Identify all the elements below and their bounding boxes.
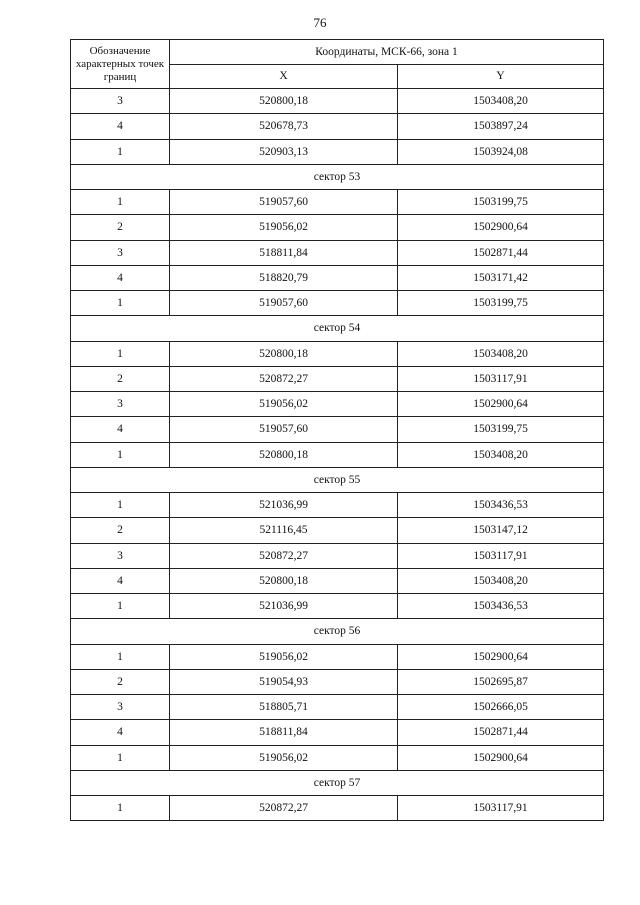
x-coordinate-cell: 519054,93	[170, 669, 398, 694]
table-row	[71, 493, 604, 518]
y-coordinate-cell: 1503408,20	[398, 89, 604, 114]
y-coordinate-cell: 1503117,91	[398, 366, 604, 391]
y-coordinate-cell: 1503117,91	[398, 796, 604, 821]
x-coordinate-cell: 521036,99	[170, 594, 398, 619]
table-row	[71, 341, 604, 366]
y-coordinate-cell: 1502871,44	[398, 240, 604, 265]
table-row	[71, 392, 604, 417]
y-coordinate-cell: 1503199,75	[398, 291, 604, 316]
y-coordinate-cell: 1502666,05	[398, 695, 604, 720]
point-number-cell: 3	[71, 240, 170, 265]
x-coordinate-cell: 520872,27	[170, 366, 398, 391]
table-row	[71, 568, 604, 593]
y-coordinate-cell: 1502900,64	[398, 644, 604, 669]
y-coordinate-cell: 1503436,53	[398, 493, 604, 518]
y-coordinate-cell: 1503171,42	[398, 265, 604, 290]
point-number-cell: 1	[71, 190, 170, 215]
table-row	[71, 745, 604, 770]
table-row	[71, 89, 604, 114]
point-number-cell: 3	[71, 543, 170, 568]
sector-row	[71, 164, 604, 189]
y-coordinate-cell: 1503408,20	[398, 341, 604, 366]
point-number-cell: 2	[71, 518, 170, 543]
sector-row	[71, 770, 604, 795]
x-coordinate-cell: 518811,84	[170, 720, 398, 745]
x-coordinate-cell: 520872,27	[170, 543, 398, 568]
sector-title: сектор 55	[71, 467, 604, 492]
point-number-cell: 1	[71, 442, 170, 467]
table-row	[71, 265, 604, 290]
table-row	[71, 518, 604, 543]
y-coordinate-cell: 1503199,75	[398, 417, 604, 442]
point-number-cell: 1	[71, 291, 170, 316]
x-coordinate-cell: 520800,18	[170, 442, 398, 467]
table-row	[71, 114, 604, 139]
x-coordinate-cell: 520800,18	[170, 568, 398, 593]
y-coordinate-cell: 1503199,75	[398, 190, 604, 215]
coordinates-table	[70, 39, 604, 821]
table-row	[71, 291, 604, 316]
sector-row	[71, 467, 604, 492]
table-row	[71, 442, 604, 467]
x-coordinate-cell: 521116,45	[170, 518, 398, 543]
point-number-cell: 4	[71, 568, 170, 593]
table-body	[71, 89, 604, 821]
table-row	[71, 215, 604, 240]
sector-title: сектор 56	[71, 619, 604, 644]
x-column-header: X	[170, 64, 398, 89]
table-row	[71, 669, 604, 694]
x-coordinate-cell: 519057,60	[170, 190, 398, 215]
point-number-cell: 1	[71, 796, 170, 821]
y-coordinate-cell: 1502900,64	[398, 745, 604, 770]
x-coordinate-cell: 518820,79	[170, 265, 398, 290]
y-coordinate-cell: 1503897,24	[398, 114, 604, 139]
x-coordinate-cell: 520903,13	[170, 139, 398, 164]
x-coordinate-cell: 519056,02	[170, 644, 398, 669]
table-row	[71, 139, 604, 164]
table-row	[71, 720, 604, 745]
point-number-cell: 1	[71, 594, 170, 619]
x-coordinate-cell: 521036,99	[170, 493, 398, 518]
table-row	[71, 594, 604, 619]
x-coordinate-cell: 519057,60	[170, 291, 398, 316]
point-designation-header: Обозначение характерных точек границ	[71, 40, 170, 89]
point-number-cell: 4	[71, 114, 170, 139]
table-header	[71, 40, 604, 89]
point-number-cell: 3	[71, 392, 170, 417]
y-coordinate-cell: 1503436,53	[398, 594, 604, 619]
y-column-header: Y	[398, 64, 604, 89]
point-number-cell: 3	[71, 89, 170, 114]
table-row	[71, 240, 604, 265]
point-number-cell: 2	[71, 366, 170, 391]
table-row	[71, 644, 604, 669]
page-number: 76	[313, 15, 327, 30]
point-number-cell: 1	[71, 493, 170, 518]
x-coordinate-cell: 519056,02	[170, 392, 398, 417]
table-row	[71, 543, 604, 568]
x-coordinate-cell: 520800,18	[170, 89, 398, 114]
sector-row	[71, 316, 604, 341]
x-coordinate-cell: 519056,02	[170, 745, 398, 770]
table-row	[71, 695, 604, 720]
y-coordinate-cell: 1503408,20	[398, 568, 604, 593]
table-row	[71, 366, 604, 391]
point-number-cell: 4	[71, 265, 170, 290]
x-coordinate-cell: 520800,18	[170, 341, 398, 366]
x-coordinate-cell: 518805,71	[170, 695, 398, 720]
sector-title: сектор 57	[71, 770, 604, 795]
y-coordinate-cell: 1503117,91	[398, 543, 604, 568]
point-number-cell: 3	[71, 695, 170, 720]
point-number-cell: 2	[71, 215, 170, 240]
y-coordinate-cell: 1502900,64	[398, 392, 604, 417]
y-coordinate-cell: 1502900,64	[398, 215, 604, 240]
x-coordinate-cell: 519057,60	[170, 417, 398, 442]
y-coordinate-cell: 1502695,87	[398, 669, 604, 694]
x-coordinate-cell: 518811,84	[170, 240, 398, 265]
point-number-cell: 4	[71, 720, 170, 745]
sector-title: сектор 54	[71, 316, 604, 341]
point-number-cell: 2	[71, 669, 170, 694]
y-coordinate-cell: 1503408,20	[398, 442, 604, 467]
table-row	[71, 190, 604, 215]
x-coordinate-cell: 519056,02	[170, 215, 398, 240]
point-number-cell: 1	[71, 745, 170, 770]
table-row	[71, 417, 604, 442]
point-number-cell: 1	[71, 644, 170, 669]
table-row	[71, 796, 604, 821]
y-coordinate-cell: 1502871,44	[398, 720, 604, 745]
point-number-cell: 1	[71, 341, 170, 366]
point-number-cell: 1	[71, 139, 170, 164]
x-coordinate-cell: 520872,27	[170, 796, 398, 821]
point-number-cell: 4	[71, 417, 170, 442]
sector-row	[71, 619, 604, 644]
y-coordinate-cell: 1503147,12	[398, 518, 604, 543]
y-coordinate-cell: 1503924,08	[398, 139, 604, 164]
coordinates-system-header: Координаты, МСК-66, зона 1	[170, 40, 604, 65]
x-coordinate-cell: 520678,73	[170, 114, 398, 139]
sector-title: сектор 53	[71, 164, 604, 189]
